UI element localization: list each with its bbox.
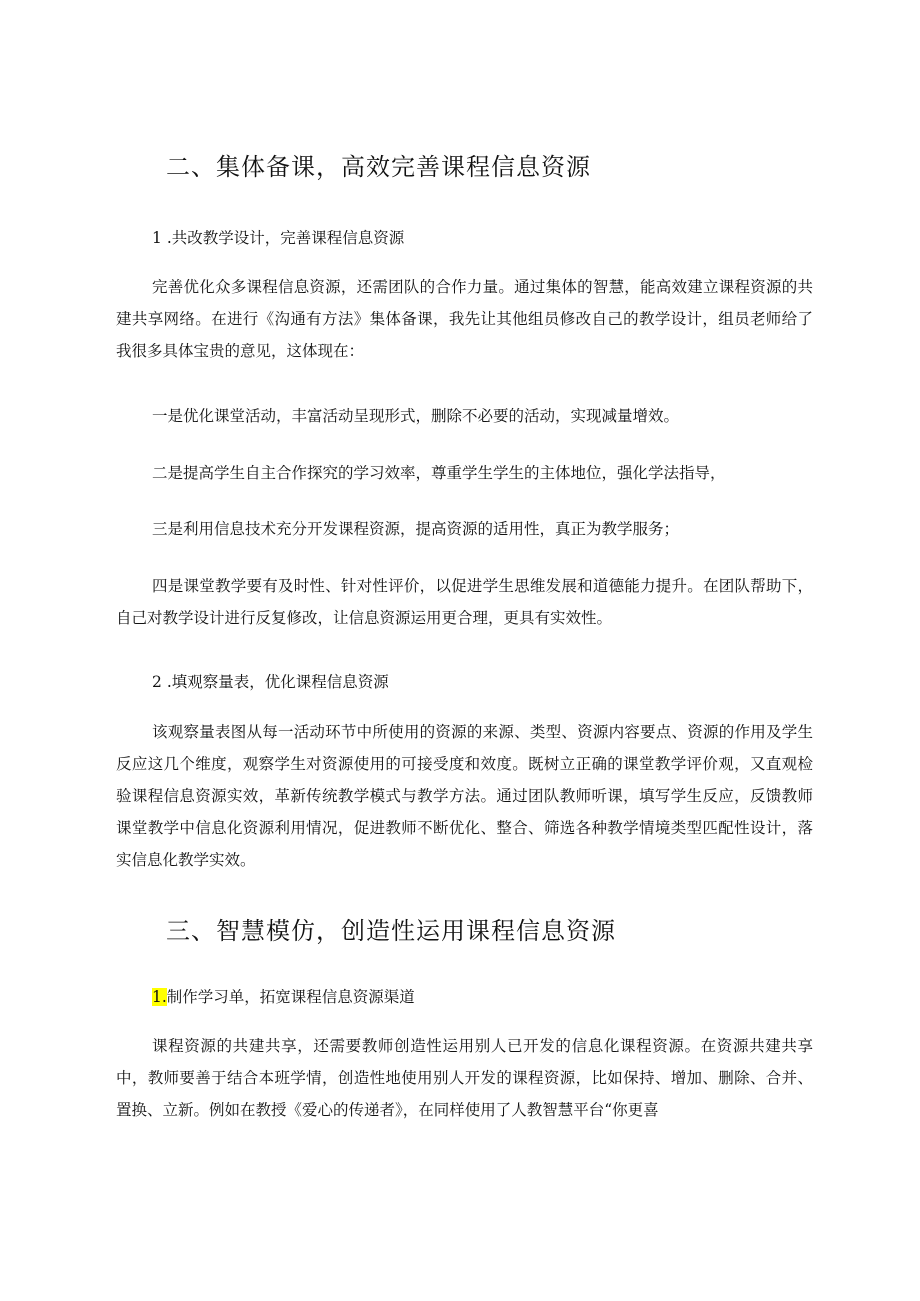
paragraph-observation-scale: 该观察量表图从每一活动环节中所使用的资源的来源、类型、资源内容要点、资源的作用及学生反应这几个维度，观察学生对资源使用的可接受度和效度。既树立正确的课堂教学评价观，又直观检验课程信息资源实效，革新传统教学模式与教学方法。通过团队教师听课，填写学生反应，反馈教师课堂教学中信息化资源利用情况，促进教师不断优化、整合、筛选各种教学情境类型匹配性设计，落实信息化教学实效。: [116, 723, 813, 869]
paragraph-point-3: 三是利用信息技术充分开发课程资源，提高资源的适用性，真正为教学服务；: [152, 520, 680, 538]
subheading-text: .共改教学设计，完善课程信息资源: [166, 229, 405, 247]
paragraph-point-1: 一是优化课堂活动，丰富活动呈现形式，删除不必要的活动，实现减量增效。: [152, 407, 680, 425]
subheading-number-highlighted: 1.: [152, 988, 167, 1006]
section-2-subheading-2: [152, 670, 389, 692]
paragraph-point-2: 二是提高学生自主合作探究的学习效率，尊重学生学生的主体地位，强化学法指导，: [152, 464, 726, 482]
paragraph-point-4: 四是课堂教学要有及时性、针对性评价，以促进学生思维发展和道德能力提升。在团队帮助下，自己对教学设计进行反复修改，让信息资源运用更合理，更具有实效性。: [116, 577, 813, 627]
section-3-subheading-1: [152, 985, 415, 1007]
subheading-text: .填观察量表，优化课程信息资源: [166, 673, 389, 691]
section-2-heading: 二、集体备课，高效完善课程信息资源: [166, 153, 591, 181]
paragraph-intro: 完善优化众多课程信息资源，还需团队的合作力量。通过集体的智慧，能高效建立课程资源的共建共享网络。在进行《沟通有方法》集体备课，我先让其他组员修改自己的教学设计，组员老师给了我很多具体宝贵的意见，这体现在：: [116, 278, 813, 360]
section-2-subheading-1: [152, 226, 404, 248]
subheading-number: 1: [152, 229, 162, 247]
section-3-heading: 三、智慧模仿，创造性运用课程信息资源: [166, 917, 616, 945]
subheading-number: 2: [152, 673, 162, 691]
subheading-text: 制作学习单，拓宽课程信息资源渠道: [166, 988, 415, 1006]
paragraph-resource-sharing: 课程资源的共建共享，还需要教师创造性运用别人已开发的信息化课程资源。在资源共建共享中，教师要善于结合本班学情，创造性地使用别人开发的课程资源，比如保持、增加、删除、合并、置换、立新。例如在教授《爱心的传递者》，在同样使用了人教智慧平台“你更喜: [116, 1037, 813, 1119]
